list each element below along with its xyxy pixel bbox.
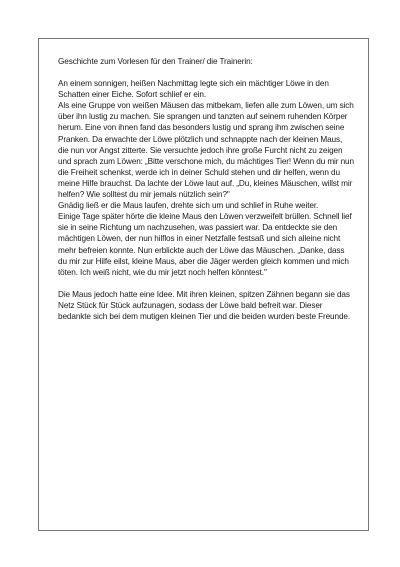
- story-paragraph: Einige Tage später hörte die kleine Maus den Löwen verzweifelt brüllen. Schnell lief sie in seine Richtung um nachzusehen, was passiert war. Da entdeckte sie den mächtigen Löwen, der nun hilflos in einer Netzfalle festsaß und sich alleine nicht mehr befreien konnte. Nun erblickte auch der Löwe das Mäuschen. „Danke, dass du mir zur Hilfe eilst, kleine Maus, aber die Jäger werden gleich kommen und mich töten. Ich weiß nicht, wie du mir jetzt noch helfen könntest.": [58, 212, 352, 277]
- story-paragraph: Als eine Gruppe von weißen Mäusen das mitbekam, liefen alle zum Löwen, um sich über ihn lustig zu machen. Sie sprangen und tanzten auf seinem ruhenden Körper herum. Eine von ihnen fand das besonders lustig und sprang ihm zwischen seine Pranken. Da erwachte der Löwe plötzlich und schnappte nach der kleinen Maus, die nun vor Angst zitterte. Sie versuchte jedoch ihre große Furcht nicht zu zeigen und sprach zum Löwen: „Bitte verschone mich, du mächtiges Tier! Wenn du mir nun die Freiheit schenkst, werde ich in deiner Schuld stehen und dir helfen, wenn du meine Hilfe brauchst. Da lachte der Löwe laut auf. „Du, kleines Mäuschen, willst mir helfen? Wie solltest du mir jemals nützlich sein?": [58, 101, 354, 200]
- story-paragraph: Gnädig ließ er die Maus laufen, drehte sich um und schlief in Ruhe weiter.: [58, 201, 319, 211]
- story-heading: Geschichte zum Vorlesen für den Trainer/ die Trainerin:: [58, 57, 253, 66]
- story-paragraph: An einem sonnigen, heißen Nachmittag legte sich ein mächtiger Löwe in den Schatten einer Eiche. Sofort schlief er ein.: [58, 79, 329, 100]
- story-text-block: [58, 56, 354, 322]
- story-paragraph: Die Maus jedoch hatte eine Idee. Mit ihren kleinen, spitzen Zähnen begann sie das Netz Stück für Stück aufzunagen, sodass der Löwe bald befreit war. Dieser bedankte sich bei dem mutigen kleinen Tier und die beiden wurden beste Freunde.: [58, 289, 351, 321]
